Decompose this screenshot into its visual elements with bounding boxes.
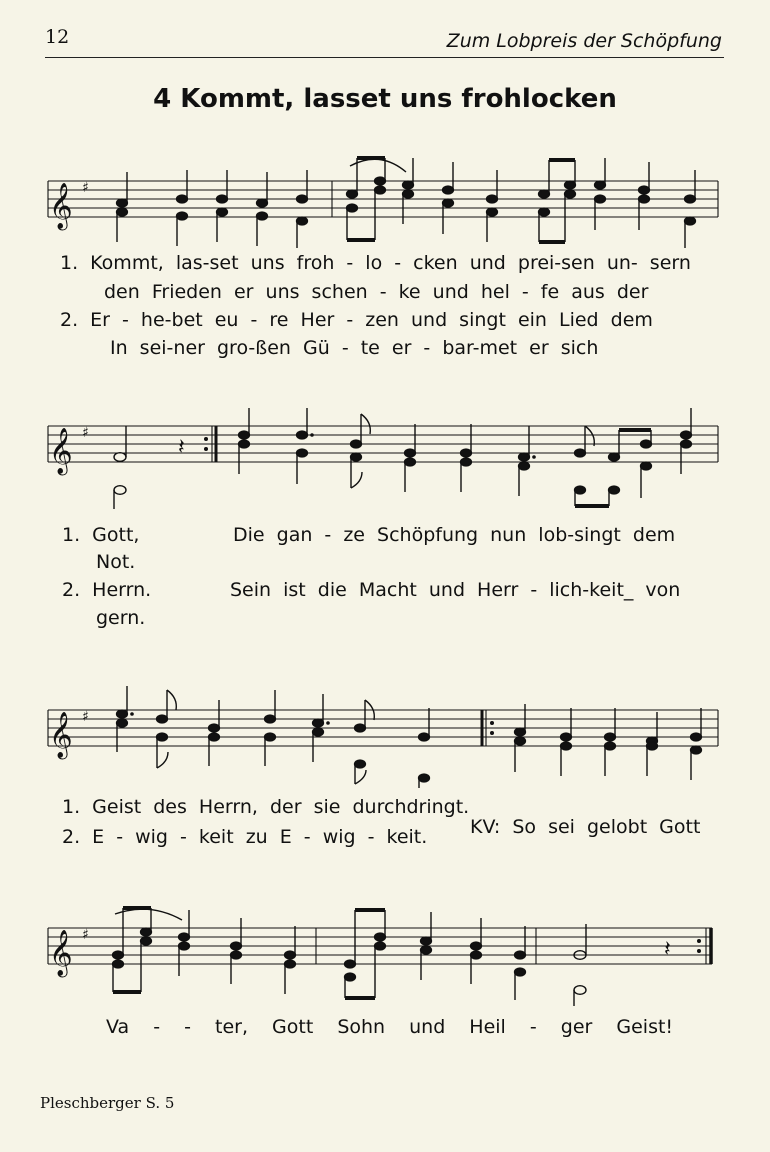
lyric-line: In sei-ner gro-ßen Gü - te er - bar-met er sich xyxy=(110,337,599,359)
svg-text:♯: ♯ xyxy=(82,425,89,441)
lyric-line: 2. Er - he-bet eu - re Her - zen und singt ein Lied dem xyxy=(60,309,653,331)
svg-text:𝄞: 𝄞 xyxy=(49,183,73,229)
lyric-line: Not. xyxy=(96,551,136,573)
source-reference: Pleschberger S. 5 xyxy=(40,1094,175,1112)
lyric-line: 2. Herrn. xyxy=(62,579,152,601)
page-number: 12 xyxy=(45,26,70,48)
lyric-line: Sein ist die Macht und Herr - lich-keit_ von xyxy=(230,579,681,601)
staff-system-4 xyxy=(0,906,770,1006)
kv-text: KV: So sei gelobt Gott xyxy=(470,816,701,838)
svg-text:𝄞: 𝄞 xyxy=(49,930,73,976)
staff-system-3 xyxy=(0,680,770,790)
lyric-line: 1. Gott, xyxy=(62,524,140,546)
svg-text:𝄽: 𝄽 xyxy=(664,937,671,962)
svg-text:♯: ♯ xyxy=(82,709,89,725)
lyric-line: Va - - ter, Gott Sohn und Heil - ger Geist! xyxy=(106,1016,674,1038)
svg-text:𝄽: 𝄽 xyxy=(178,435,185,460)
lyric-line: gern. xyxy=(96,607,146,629)
lyric-line: 1. Kommt, las-set uns froh - lo - cken und prei-sen un- sern xyxy=(60,252,691,274)
lyric-line: 1. Geist des Herrn, der sie durchdringt. xyxy=(62,796,470,818)
svg-text:𝄞: 𝄞 xyxy=(49,428,73,474)
song-title: 4 Kommt, lasset uns frohlocken xyxy=(153,84,617,114)
svg-text:𝄞: 𝄞 xyxy=(49,712,73,758)
svg-text:♯: ♯ xyxy=(82,180,89,196)
header-rule xyxy=(45,57,724,58)
lyric-line: den Frieden er uns schen - ke und hel - fe aus der xyxy=(104,281,649,303)
lyric-line: 2. E - wig - keit zu E - wig - keit. xyxy=(62,826,428,848)
staff-system-2 xyxy=(0,406,770,516)
lyric-line: Die gan - ze Schöpfung nun lob-singt dem xyxy=(233,524,676,546)
svg-text:♯: ♯ xyxy=(82,927,89,943)
section-title: Zum Lobpreis der Schöpfung xyxy=(446,30,722,52)
staff-system-1 xyxy=(0,150,770,250)
